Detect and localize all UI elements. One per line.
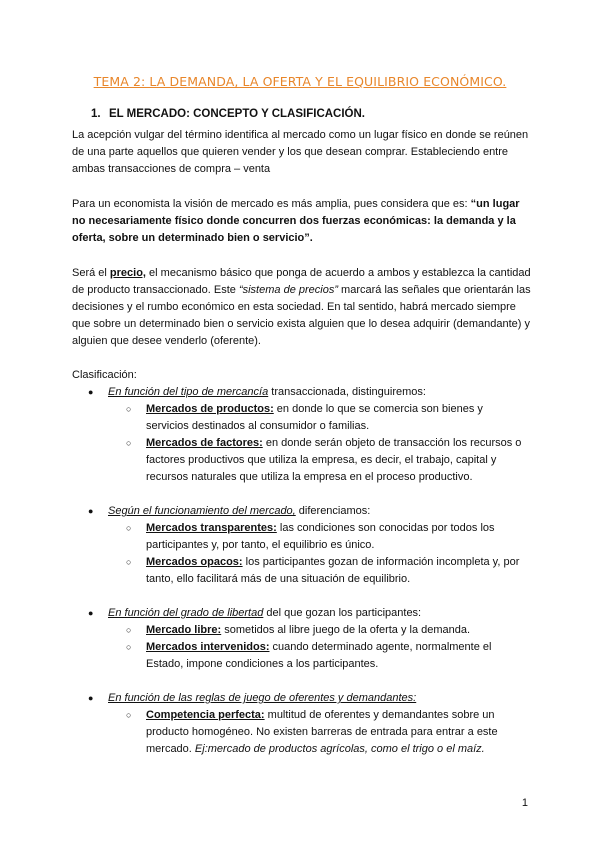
item-term: Mercados opacos: bbox=[146, 556, 243, 568]
item-desc: sometidos al libre juego de la oferta y la demanda. bbox=[221, 624, 471, 636]
item-desc: en donde lo que se comercia son bienes y servicios destinados al consumidor o familias. bbox=[146, 403, 483, 432]
criterion-rest: del que gozan los participantes: bbox=[263, 607, 422, 619]
criterion-label: En función del tipo de mercancía bbox=[108, 386, 269, 398]
item-desc: los participantes gozan de información incompleta y, por tanto, ello facilitará más de una situación de equilibrio. bbox=[146, 556, 520, 585]
price-pre: Será el bbox=[72, 267, 110, 279]
item-example: Ej:mercado de productos agrícolas, como el trigo o el maíz. bbox=[194, 743, 485, 755]
item-desc: en donde serán objeto de transacción los recursos o factores productivos que utiliza la empresa, es decir, el trabajo, capital y recursos naturales que utiliza la empresa en el proceso productivo. bbox=[146, 437, 522, 483]
bullet-icon: ● bbox=[88, 608, 94, 618]
section-heading bbox=[91, 108, 365, 120]
criterion-label: En función del grado de libertad bbox=[108, 607, 264, 619]
paragraph-intro: La acepción vulgar del término identifica al mercado como un lugar físico en donde se reúnen de una parte aquellos que quieren vender y los que desean comprar. Estableciendo entre ambas transacciones de compra – venta bbox=[72, 129, 529, 175]
item-desc: las condiciones son conocidas por todos los participantes y, por tanto, el equilibrio es único. bbox=[146, 522, 495, 551]
criterion-label: En función de las reglas de juego de oferentes y demandantes: bbox=[108, 692, 417, 704]
circle-bullet-icon: ○ bbox=[126, 557, 132, 567]
bullet-icon: ● bbox=[88, 387, 94, 397]
price-italic: “sistema de precios” bbox=[238, 284, 338, 296]
criterion-label: Según el funcionamiento del mercado, bbox=[108, 505, 296, 517]
circle-bullet-icon: ○ bbox=[126, 642, 132, 652]
definition-quote: “un lugar no necesariamente físico donde concurren dos fuerzas económicas: la demanda y la oferta, sobre un determinado bien o servicio”. bbox=[72, 198, 520, 244]
definition-lead: Para un economista la visión de mercado es más amplia, pues considera que es: bbox=[72, 198, 471, 210]
item-term: Mercados de productos: bbox=[146, 403, 274, 415]
page-number: 1 bbox=[521, 797, 528, 809]
bullet-icon: ● bbox=[88, 506, 94, 516]
item-term: Mercado libre: bbox=[146, 624, 222, 636]
item-desc: cuando determinado agente, normalmente el Estado, impone condiciones a los participantes. bbox=[146, 641, 492, 670]
circle-bullet-icon: ○ bbox=[126, 404, 132, 414]
bullet-icon: ● bbox=[88, 693, 94, 703]
document-title: TEMA 2: LA DEMANDA, LA OFERTA Y EL EQUILIBRIO ECONÓMICO. bbox=[93, 74, 507, 89]
paragraph-economist-definition bbox=[72, 196, 532, 247]
paragraph-price bbox=[72, 265, 532, 350]
item-term: Competencia perfecta: bbox=[146, 709, 265, 721]
item-desc: multitud de oferentes y demandantes sobre un producto homogéneo. No existen barreras de entrada para entrar a este mercado. bbox=[146, 709, 498, 755]
circle-bullet-icon: ○ bbox=[126, 438, 132, 448]
criterion-rest: transaccionada, distinguiremos: bbox=[268, 386, 426, 398]
price-mid: el mecanismo básico que ponga de acuerdo a ambos y establezca la cantidad de producto transaccionado. Este bbox=[72, 267, 531, 296]
criterion-rest: diferenciamos: bbox=[295, 505, 371, 517]
price-post: marcará las señales que orientarán las decisiones y el rumbo económico en esta sociedad. En tal sentido, habrá mercado siempre que sobre un determinado bien o servicio exista alguien que lo desea adquirir (demandante) y alguien que desee venderlo (oferente). bbox=[72, 284, 531, 347]
circle-bullet-icon: ○ bbox=[126, 710, 132, 720]
price-keyword: precio, bbox=[109, 267, 146, 279]
classification-label: Clasificación: bbox=[72, 369, 137, 381]
circle-bullet-icon: ○ bbox=[126, 523, 132, 533]
section-heading-text: EL MERCADO: CONCEPTO Y CLASIFICACIÓN. bbox=[109, 108, 366, 120]
circle-bullet-icon: ○ bbox=[126, 625, 132, 635]
item-term: Mercados de factores: bbox=[146, 437, 263, 449]
item-term: Mercados intervenidos: bbox=[146, 641, 270, 653]
item-term: Mercados transparentes: bbox=[146, 522, 277, 534]
section-number: 1. bbox=[91, 108, 101, 120]
